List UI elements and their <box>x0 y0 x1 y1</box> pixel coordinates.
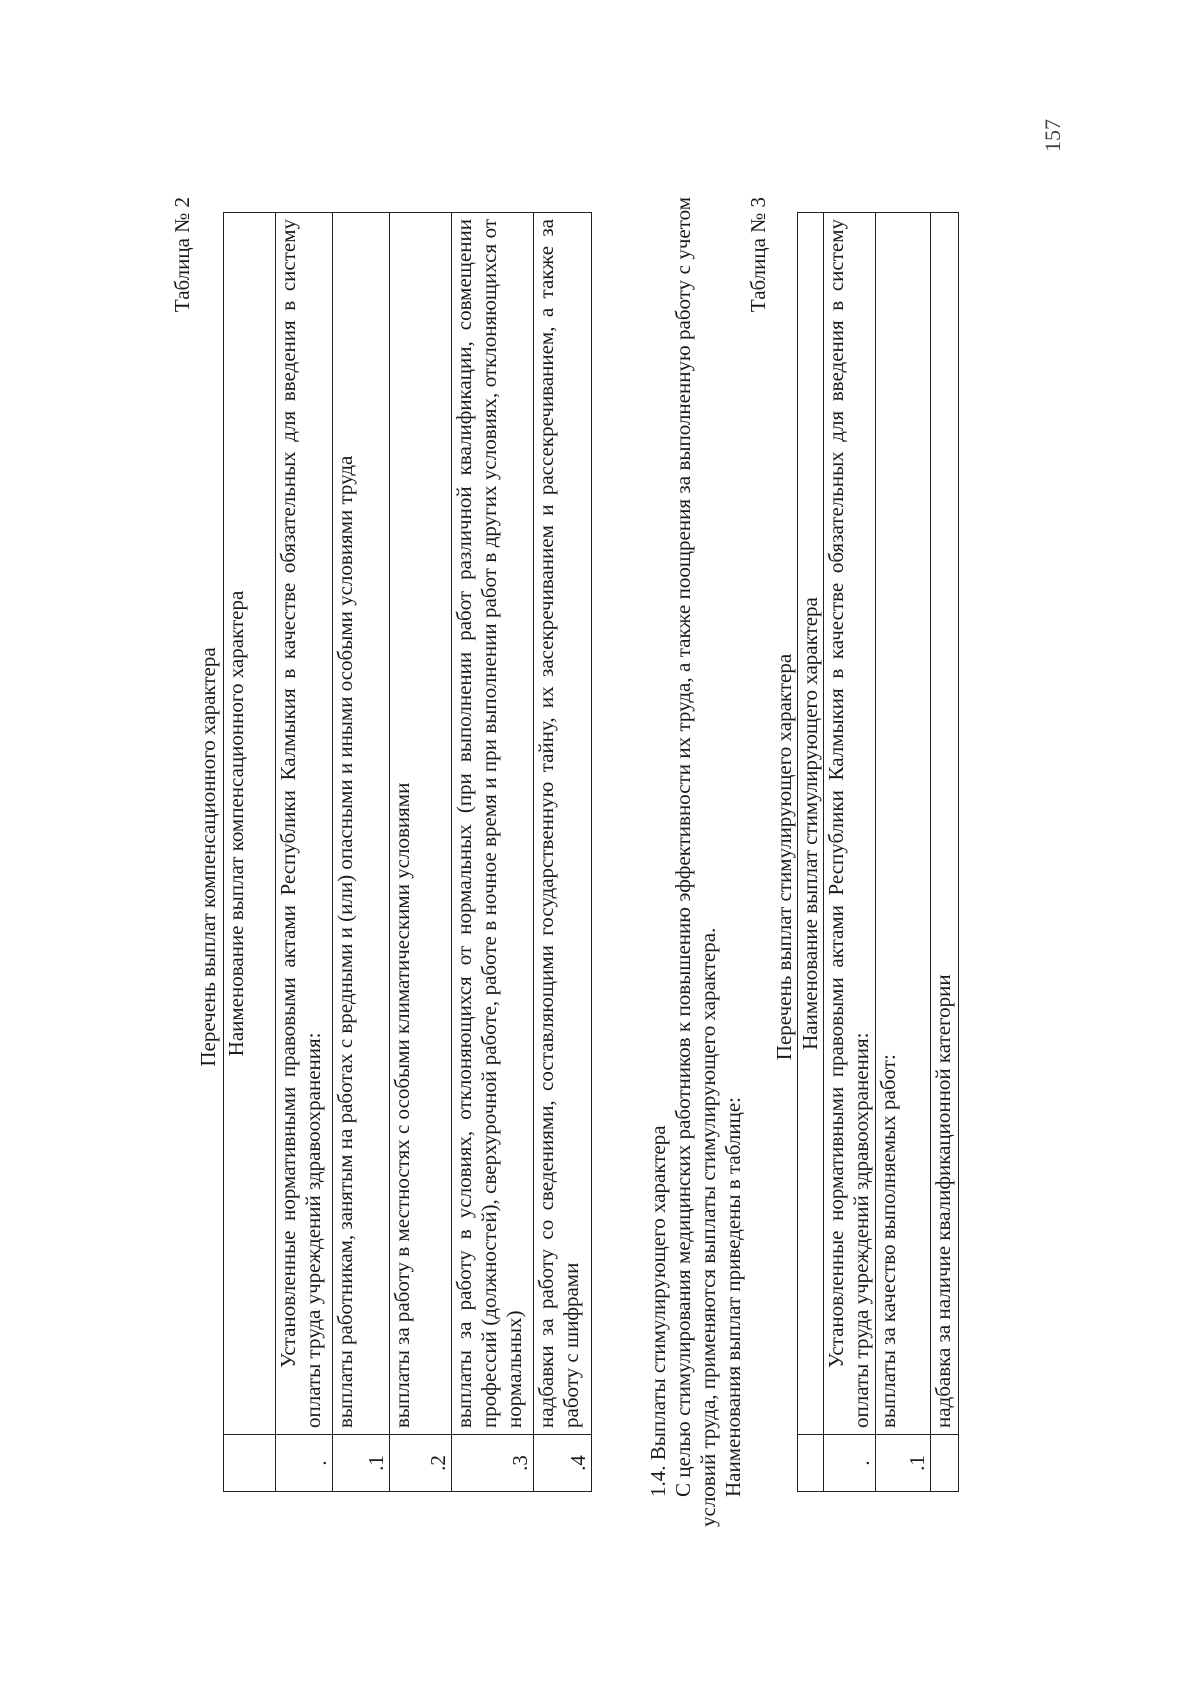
table2 <box>223 212 592 1492</box>
table3-header-num <box>798 1435 824 1492</box>
row-text: Установленные нормативными правовыми актами Республики Калмыкия в качестве обязательных для введения в систему оплаты труда учреждений здравоохранения: <box>824 213 876 1435</box>
row-text: Установленные нормативными правовыми актами Республики Калмыкия в качестве обязательных для введения в систему оплаты труда учреждений здравоохранения: <box>276 213 333 1435</box>
table-row <box>390 213 452 1492</box>
table3 <box>797 212 959 1492</box>
table2-title: Перечень выплат компенсационного характера <box>196 647 220 1067</box>
page-number: 157 <box>1040 119 1065 152</box>
row-num: .1 <box>333 1435 390 1492</box>
table-row <box>824 213 876 1492</box>
row-text: надбавки за работу со сведениями, составляющими государственную тайну, их засекречиванием и рассекречиванием, а также за работу с шифрами <box>534 213 592 1435</box>
section-heading: 1.4. Выплаты стимулирующего характера <box>646 1125 670 1497</box>
row-num: .2 <box>390 1435 452 1492</box>
row-text: выплаты за работу в условиях, отклоняющихся от нормальных (при выполнении работ различной квалификации, совмещении профессий (должностей), сверхурочной работе, работе в ночное время и при выполнении работ в других условиях, отклоняющихся от нормальных) <box>452 213 534 1435</box>
table-row <box>534 213 592 1492</box>
row-text: выплаты за качество выполняемых работ: <box>876 213 931 1435</box>
table-row <box>452 213 534 1492</box>
table-row <box>333 213 390 1492</box>
row-text: надбавка за наличие квалификационной категории <box>931 213 959 1435</box>
table-row <box>276 213 333 1492</box>
table-row <box>931 213 959 1492</box>
row-num: . <box>276 1435 333 1492</box>
table3-header: Наименование выплат стимулирующего характера <box>798 213 824 1435</box>
row-num <box>931 1435 959 1492</box>
row-num: .3 <box>452 1435 534 1492</box>
table2-header: Наименование выплат компенсационного характера <box>224 213 276 1435</box>
table3-title: Перечень выплат стимулирующего характера <box>772 653 796 1061</box>
table2-header-row <box>224 213 276 1492</box>
section-paragraph-2: Наименования выплат приведены в таблице: <box>721 1097 745 1497</box>
row-num: . <box>824 1435 876 1492</box>
row-text: выплаты работникам, занятым на работах с вредными и (или) опасными и иными особыми условиями труда <box>333 213 390 1435</box>
row-num: .1 <box>876 1435 931 1492</box>
table3-header-row <box>798 213 824 1492</box>
section-paragraph: С целью стимулирования медицинских работников к повышению эффективности их труда, а также поощрения за выполненную работу с учетом условий труда, применяются выплаты стимулирующего характера. <box>671 197 720 1527</box>
row-num: .4 <box>534 1435 592 1492</box>
table2-header-num <box>224 1435 276 1492</box>
table3-label: Таблица № 3 <box>746 197 770 313</box>
row-text: выплаты за работу в местностях с особыми климатическими условиями <box>390 213 452 1435</box>
table2-label: Таблица № 2 <box>170 197 194 313</box>
table-row <box>876 213 931 1492</box>
